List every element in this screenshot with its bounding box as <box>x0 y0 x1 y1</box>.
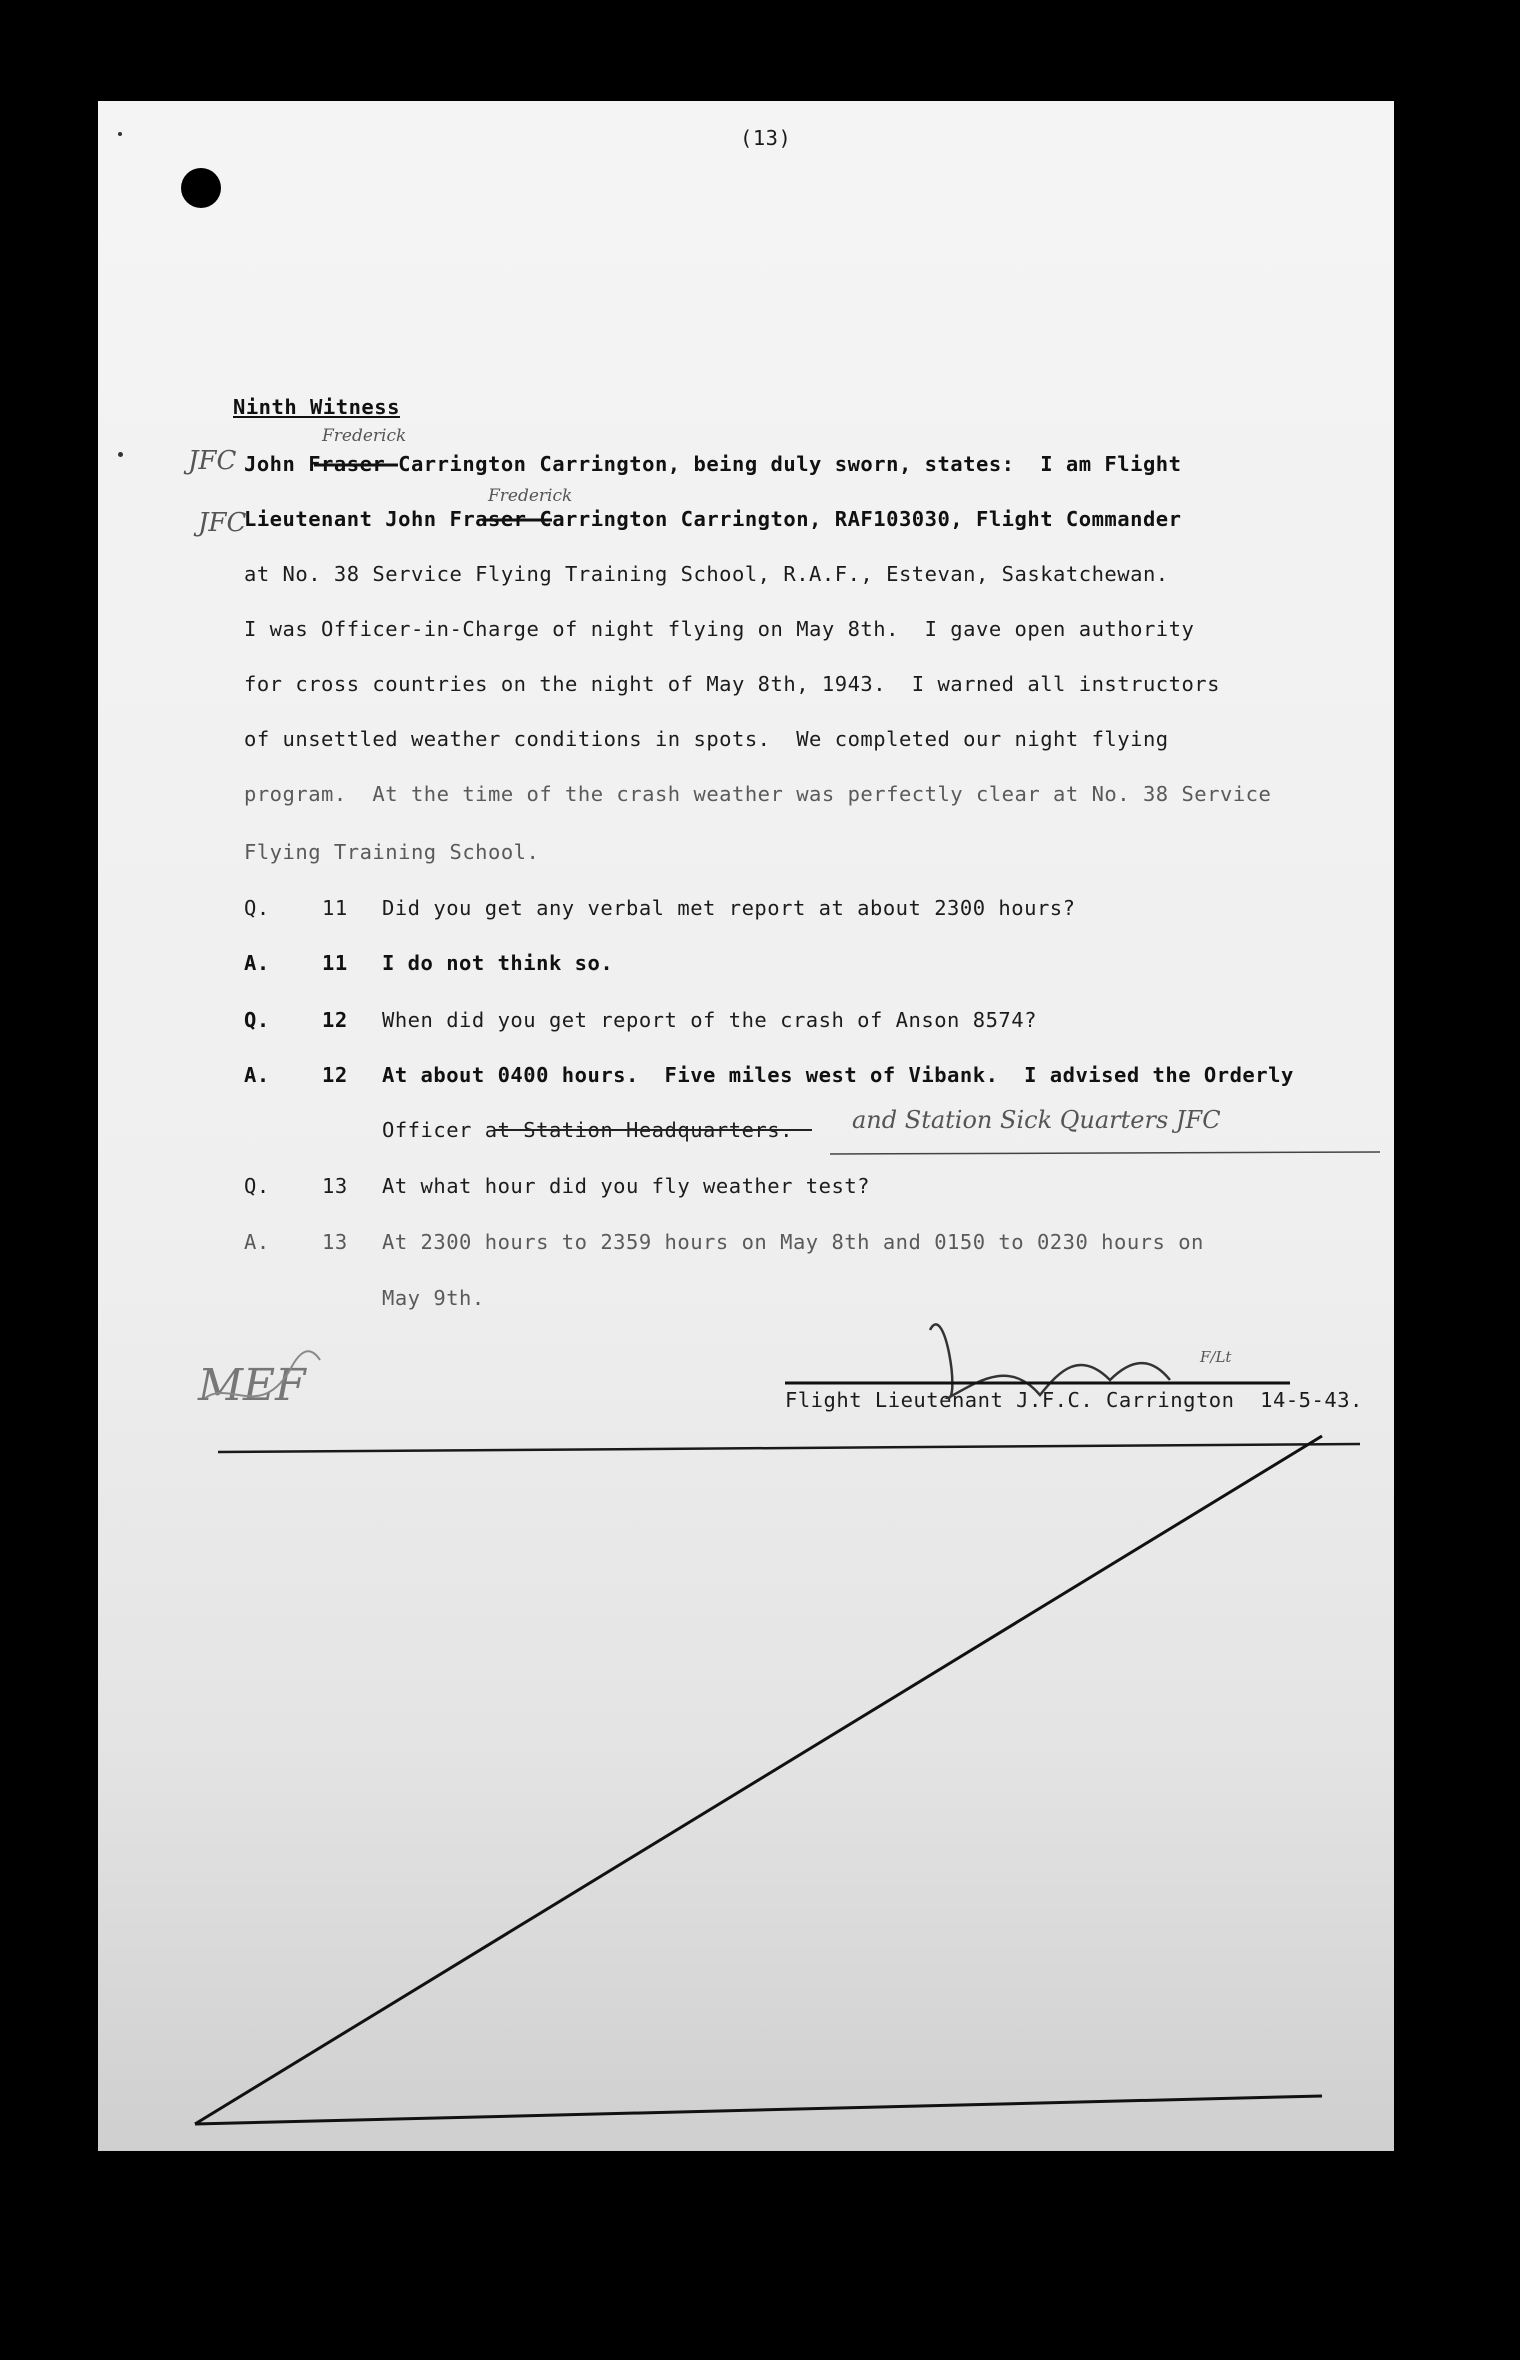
handwritten-insert-2: Frederick <box>488 486 573 506</box>
statement-line: of unsettled weather conditions in spots. We completed our night flying <box>244 727 1169 751</box>
statement-line: program. At the time of the crash weather was perfectly clear at No. 38 Service <box>244 782 1272 806</box>
qa-text: At 2300 hours to 2359 hours on May 8th and 0150 to 0230 hours on <box>382 1230 1204 1254</box>
qa-text: I do not think so. <box>382 951 614 975</box>
initials-flourish <box>205 1351 320 1398</box>
qa-text: At what hour did you fly weather test? <box>382 1174 870 1198</box>
signature-scribble <box>930 1324 1170 1398</box>
margin-initials-2: JFC <box>198 508 247 538</box>
signature-rank: F/Lt <box>1200 1348 1232 1366</box>
statement-line: for cross countries on the night of May 8th, 1943. I warned all instructors <box>244 672 1220 696</box>
statement-line: at No. 38 Service Flying Training School, R.A.F., Estevan, Saskatchewan. <box>244 562 1169 586</box>
qa-type: A. <box>244 951 270 975</box>
handwritten-addition: and Station Sick Quarters JFC <box>852 1106 1221 1134</box>
qa-text: Did you get any verbal met report at about 2300 hours? <box>382 896 1076 920</box>
page-number: (13) <box>740 126 792 150</box>
cancel-bottom <box>195 2096 1322 2124</box>
qa-number: 11 <box>322 896 348 920</box>
signature-line: Flight Lieutenant J.F.C. Carrington 14-5-43. <box>785 1388 1363 1412</box>
handwritten-insert-1: Frederick <box>322 426 407 446</box>
statement-line: John Fraser Carrington Carrington, being duly sworn, states: I am Flight <box>244 452 1182 476</box>
qa-number: 12 <box>322 1008 348 1032</box>
statement-line: Lieutenant John Fraser Carrington Carrington, RAF103030, Flight Commander <box>244 507 1182 531</box>
statement-line: I was Officer-in-Charge of night flying on May 8th. I gave open authority <box>244 617 1195 641</box>
qa-number: 12 <box>322 1063 348 1087</box>
qa-type: A. <box>244 1230 270 1254</box>
qa-text: At about 0400 hours. Five miles west of Vibank. I advised the Orderly <box>382 1063 1294 1087</box>
qa-type: Q. <box>244 1174 270 1198</box>
qa-text: Officer at Station Headquarters. <box>382 1118 793 1142</box>
qa-text: May 9th. <box>382 1286 485 1310</box>
margin-initials-mef: MEF <box>198 1360 306 1411</box>
qa-number: 11 <box>322 951 348 975</box>
qa-text: When did you get report of the crash of Anson 8574? <box>382 1008 1037 1032</box>
section-heading: Ninth Witness <box>233 395 400 419</box>
cancel-diagonal <box>195 1436 1322 2124</box>
end-rule <box>218 1444 1360 1452</box>
statement-line: Flying Training School. <box>244 840 540 864</box>
qa-type: Q. <box>244 896 270 920</box>
qa-type: A. <box>244 1063 270 1087</box>
qa-type: Q. <box>244 1008 270 1032</box>
qa-number: 13 <box>322 1174 348 1198</box>
addition-underline <box>830 1152 1380 1154</box>
margin-initials-1: JFC <box>188 446 237 476</box>
qa-number: 13 <box>322 1230 348 1254</box>
